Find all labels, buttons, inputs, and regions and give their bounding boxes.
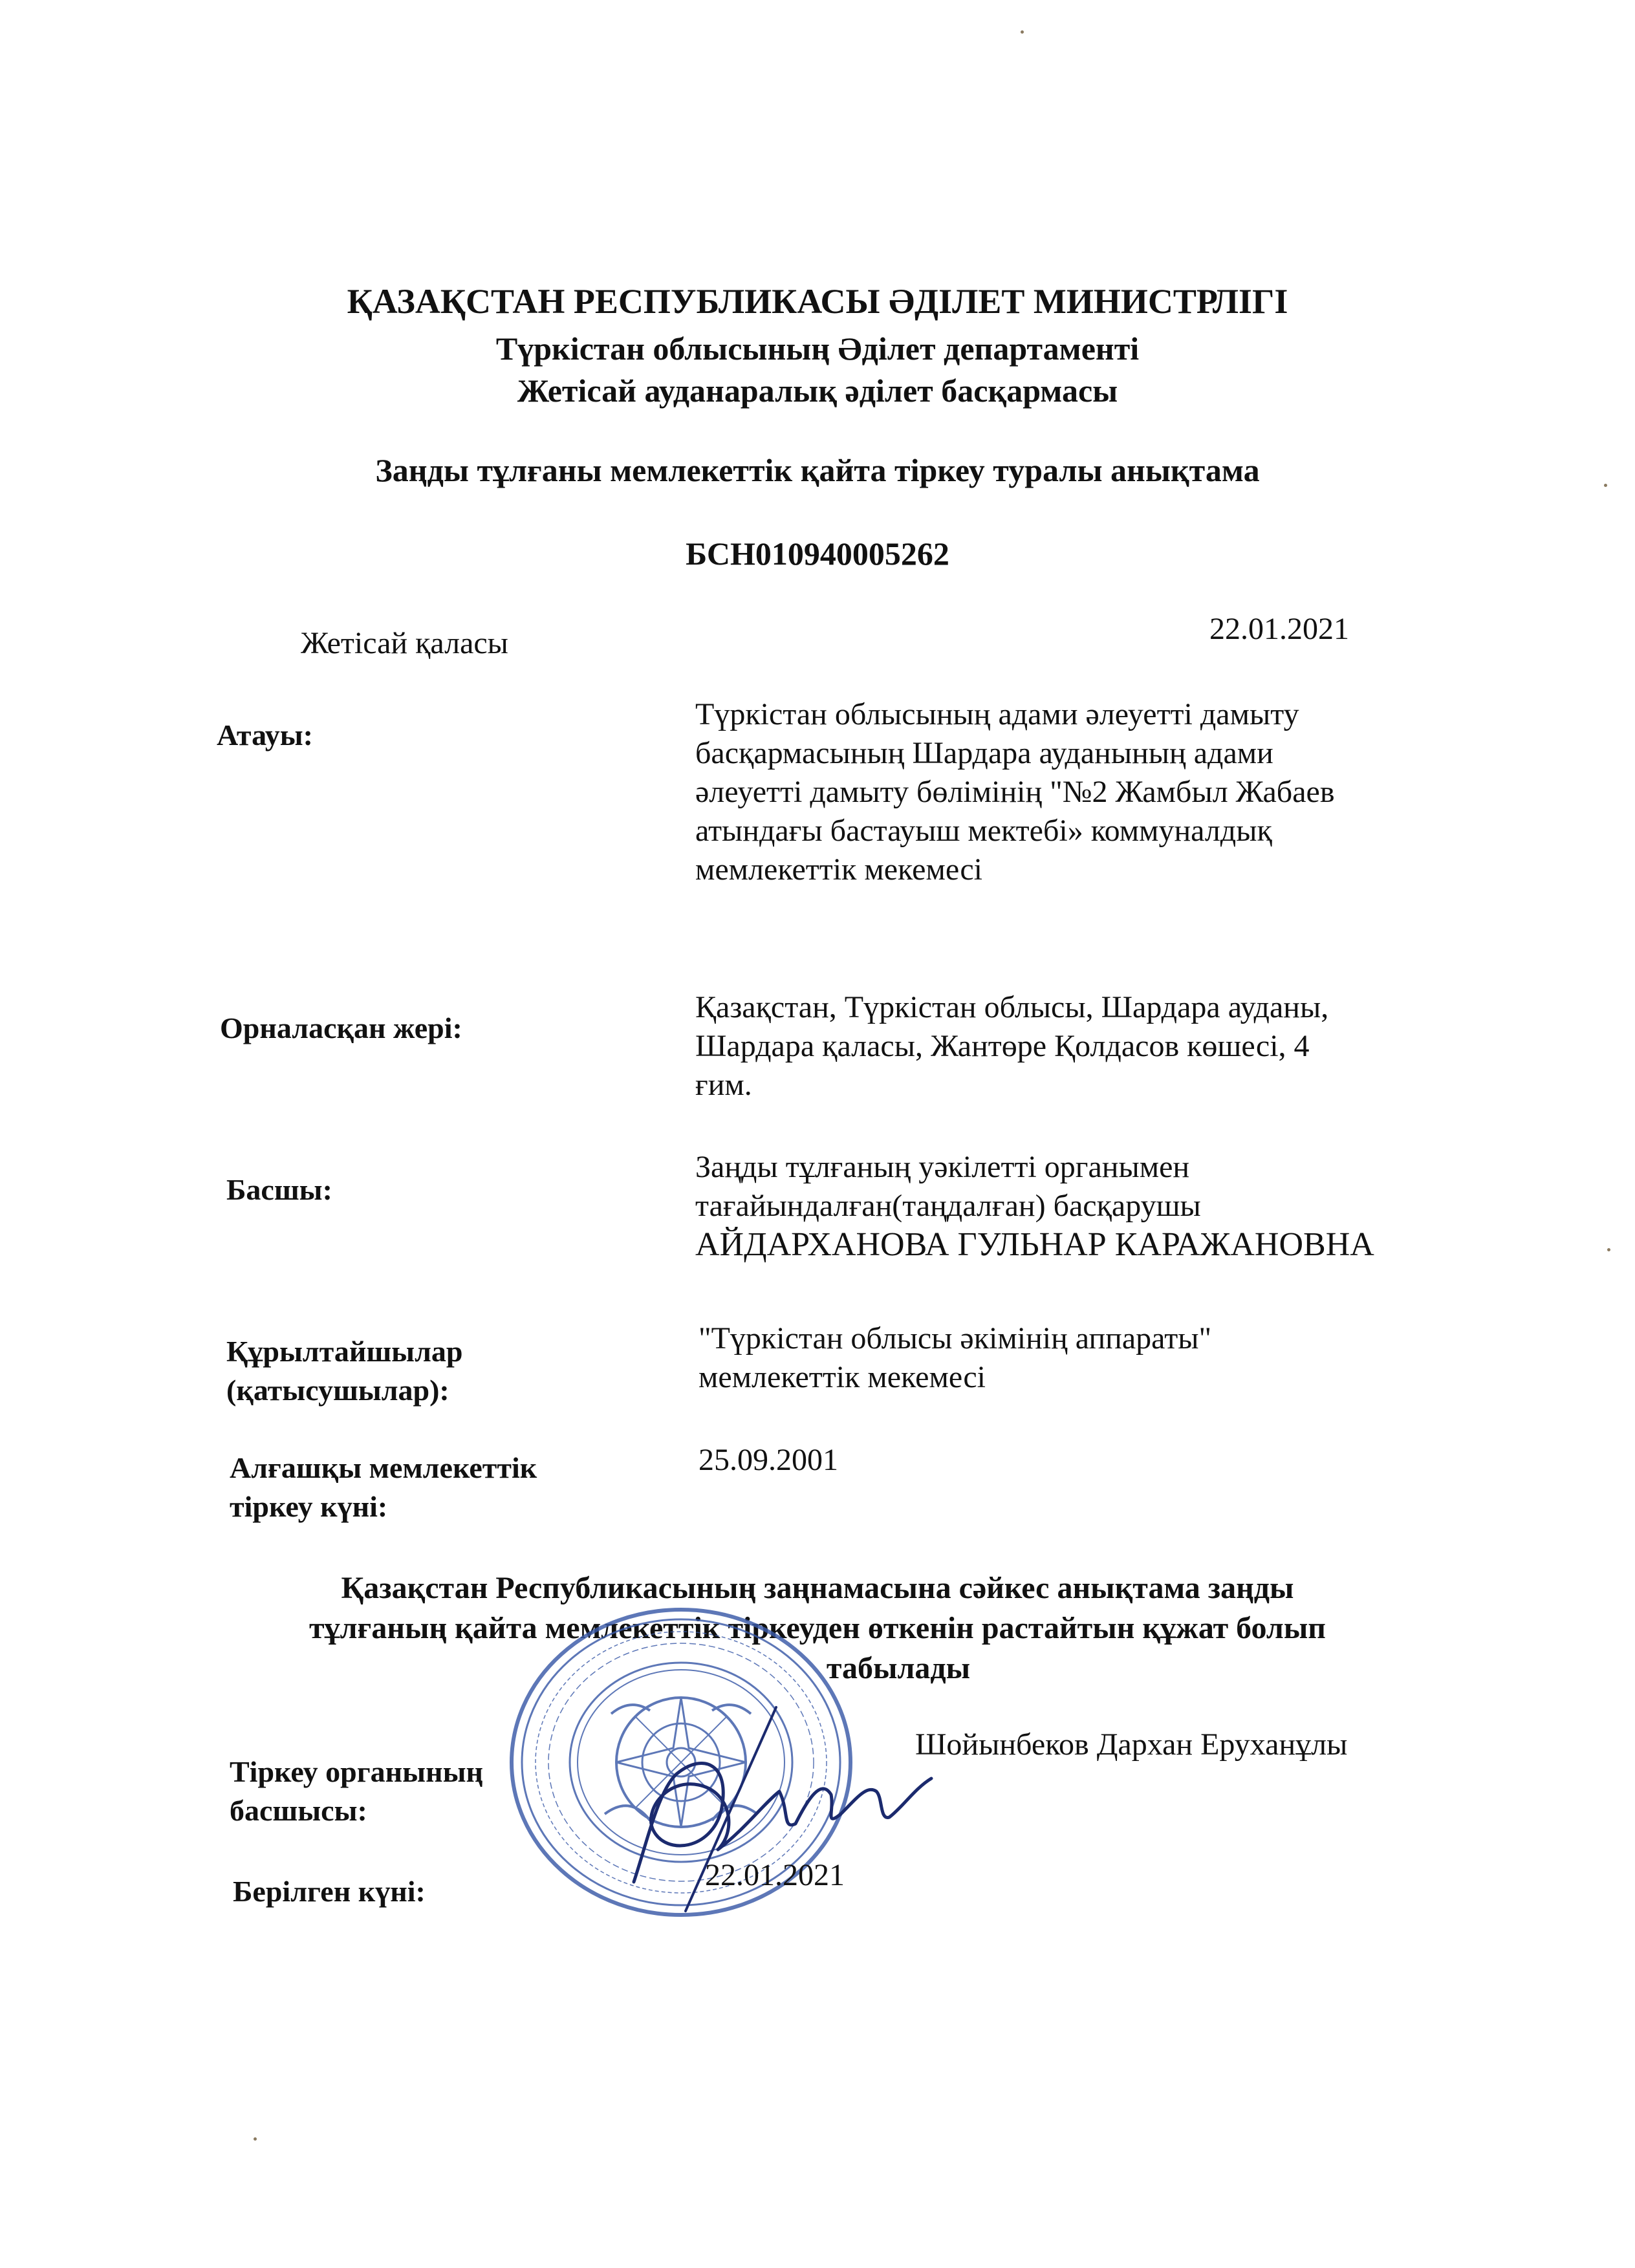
founders-label-line: (қатысушылар): (226, 1374, 449, 1407)
issue-city: Жетісай қаласы (301, 626, 508, 660)
registration-head-name: Шойынбеков Дархан Еруханұлы (915, 1727, 1348, 1762)
location-line: Қазақстан, Түркістан облысы, Шардара ауданы, (695, 990, 1329, 1024)
location-label: Орналасқан жері: (220, 1011, 462, 1044)
first-registration-label-line: тіркеу күні: (230, 1490, 388, 1523)
founders-line: "Түркістан облысы әкімінің аппараты" (698, 1321, 1212, 1355)
name-line: мемлекеттік мекемесі (695, 852, 982, 887)
head-line: Заңды тұлғаның уәкілетті органымен (695, 1150, 1190, 1184)
scan-speck (1604, 484, 1607, 487)
scan-speck (1607, 1248, 1610, 1251)
registration-head-label-line: басшысы: (230, 1794, 367, 1827)
document-title: Заңды тұлғаны мемлекеттік қайта тіркеу туралы анықтама (375, 452, 1260, 488)
location-value (695, 988, 1328, 1105)
registration-head-label (230, 1753, 483, 1830)
registration-head-label-line: Тіркеу органының (230, 1755, 483, 1788)
first-registration-label (230, 1449, 537, 1526)
founders-line: мемлекеттік мекемесі (698, 1360, 986, 1394)
founders-label-line: Құрылтайшылар (226, 1335, 463, 1368)
name-line: Түркістан облысының адами әлеуетті дамыту (695, 697, 1299, 731)
office-heading: Жетісай ауданаралық әділет басқармасы (517, 373, 1118, 409)
first-registration-label-line: Алғашқы мемлекеттік (230, 1451, 537, 1484)
scan-speck (1021, 30, 1024, 34)
issued-label: Берілген күні: (233, 1875, 426, 1908)
location-line: ғим. (695, 1068, 752, 1102)
issued-date: 22.01.2021 (705, 1858, 845, 1892)
first-registration-date: 25.09.2001 (698, 1443, 838, 1477)
name-value (695, 695, 1334, 889)
location-line: Шардара қаласы, Жантөре Қолдасов көшесі, 4 (695, 1029, 1310, 1063)
head-value (695, 1148, 1374, 1264)
name-line: әлеуетті дамыту бөлімінің "№2 Жамбыл Жабаев (695, 775, 1335, 809)
bin-number: БСН010940005262 (686, 535, 949, 572)
head-label: Басшы: (226, 1173, 332, 1206)
name-line: басқармасының Шардара ауданының адами (695, 736, 1273, 770)
department-heading: Түркістан облысының Әділет департаменті (495, 330, 1140, 367)
statement-line: табылады (826, 1651, 971, 1685)
founders-value (698, 1319, 1211, 1397)
statement-line: тұлғаның қайта мемлекеттік тіркеуден өткенін растайтын құжат болып (309, 1611, 1326, 1645)
name-line: атындағы бастауыш мектебі» коммуналдық (695, 814, 1272, 848)
head-line: тағайындалған(таңдалған) басқарушы (695, 1189, 1201, 1223)
issue-date: 22.01.2021 (1209, 612, 1349, 646)
statement-line: Қазақстан Республикасының заңнамасына сәйкес анықтама заңды (341, 1571, 1294, 1605)
head-manager-name: АЙДАРХАНОВА ГУЛЬНАР КАРАЖАНОВНА (695, 1226, 1374, 1263)
name-label: Атауы: (217, 718, 313, 751)
scan-speck (254, 2137, 257, 2141)
founders-label (226, 1332, 462, 1410)
ministry-heading: ҚАЗАҚСТАН РЕСПУБЛИКАСЫ ӘДІЛЕТ МИНИСТРЛІГІ (347, 282, 1288, 321)
